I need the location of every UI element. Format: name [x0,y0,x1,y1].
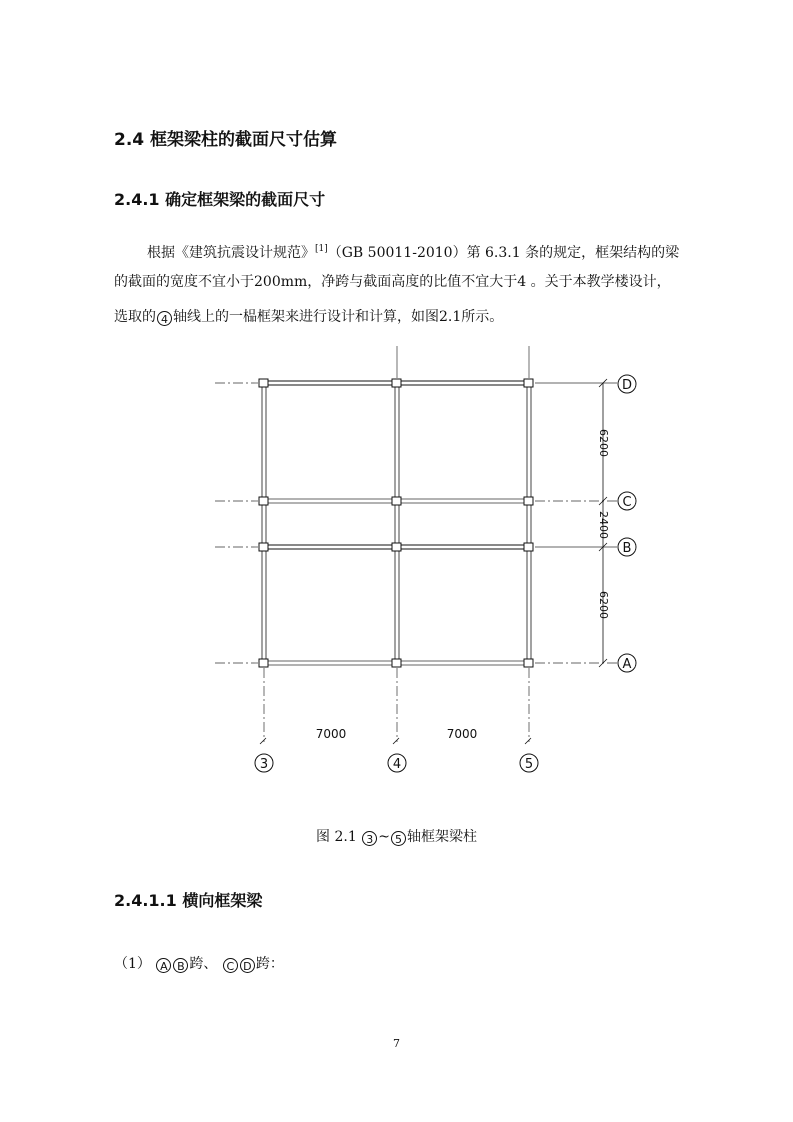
axis-circle-label: 4 [157,311,172,326]
dimension-label-y: 6200 [597,429,610,457]
dimension-label-y: 2400 [597,511,610,539]
axis-bubble-b [618,538,636,556]
column [524,497,533,505]
axis-bubble-label: D [621,378,633,393]
subsection-heading: 2.4.1 确定框架梁的截面尺寸 [114,190,326,209]
axis-bubble-label: A [622,657,632,672]
axis-bubble-label: 4 [392,757,402,772]
column [524,543,533,551]
axis-bubble-label: 3 [259,757,269,772]
frame-columns [259,379,533,667]
subsubsection-heading: 2.4.1.1 横向框架梁 [114,891,263,910]
axis-bubble-label: C [622,495,632,510]
axis-circle-label: B [173,958,188,973]
item-text: 跨： [255,956,284,972]
dimension-tick [393,738,399,744]
dimension-tick [260,738,266,744]
axis-bubble-label: 5 [524,757,534,772]
paragraph-text: 的截面的宽度不宜小于200mm，净跨与截面高度的比值不宜大于4 。关于本教学楼设计， [114,274,671,290]
column [524,379,533,387]
item-number: （1） [114,956,151,972]
axis-bubble-d [618,375,636,393]
column [392,659,401,667]
axis-circle-label: C [223,958,238,973]
dimension-label-y: 6200 [597,591,610,619]
axis-bubble-label: B [622,541,632,556]
citation-ref: [1] [315,244,328,254]
axis-bubble-3 [255,754,273,772]
axis-circle-label: D [240,958,255,973]
frame-beams [260,381,533,665]
caption-suffix: 轴框架梁柱 [406,829,477,845]
caption-axis-from: 3 [362,831,377,846]
item-text: 跨、 [189,956,218,972]
paragraph-text: 轴线上的一榀框架来进行设计和计算，如图2.1所示。 [173,309,504,325]
column [392,543,401,551]
dimension-horizontal [260,738,531,744]
paragraph-text: 根据《建筑抗震设计规范》 [147,245,315,261]
caption-prefix: 图 2.1 [316,829,357,845]
list-item [114,953,284,973]
column [392,379,401,387]
axis-bubble-4 [388,754,406,772]
column [259,497,268,505]
column [259,659,268,667]
dimension-label-x: 7000 [446,727,478,741]
caption-axis-to: 5 [391,831,406,846]
paragraph-text: 选取的 [114,309,156,325]
column [524,659,533,667]
column [259,543,268,551]
axis-bubble-c [618,492,636,510]
caption-separator: ~ [378,829,390,845]
axis-bubble-5 [520,754,538,772]
figure-caption [0,826,793,846]
section-heading: 2.4 框架梁柱的截面尺寸估算 [114,130,338,150]
dimension-tick [525,738,531,744]
column [259,379,268,387]
column [392,497,401,505]
axis-lines [215,346,617,742]
page-number: 7 [393,1037,400,1050]
paragraph-text: （GB 50011-2010）第 6.3.1 条的规定，框架结构的梁 [327,245,680,261]
axis-bubble-a [618,654,636,672]
axis-circle-label: A [156,958,171,973]
dimension-label-x: 7000 [315,727,347,741]
